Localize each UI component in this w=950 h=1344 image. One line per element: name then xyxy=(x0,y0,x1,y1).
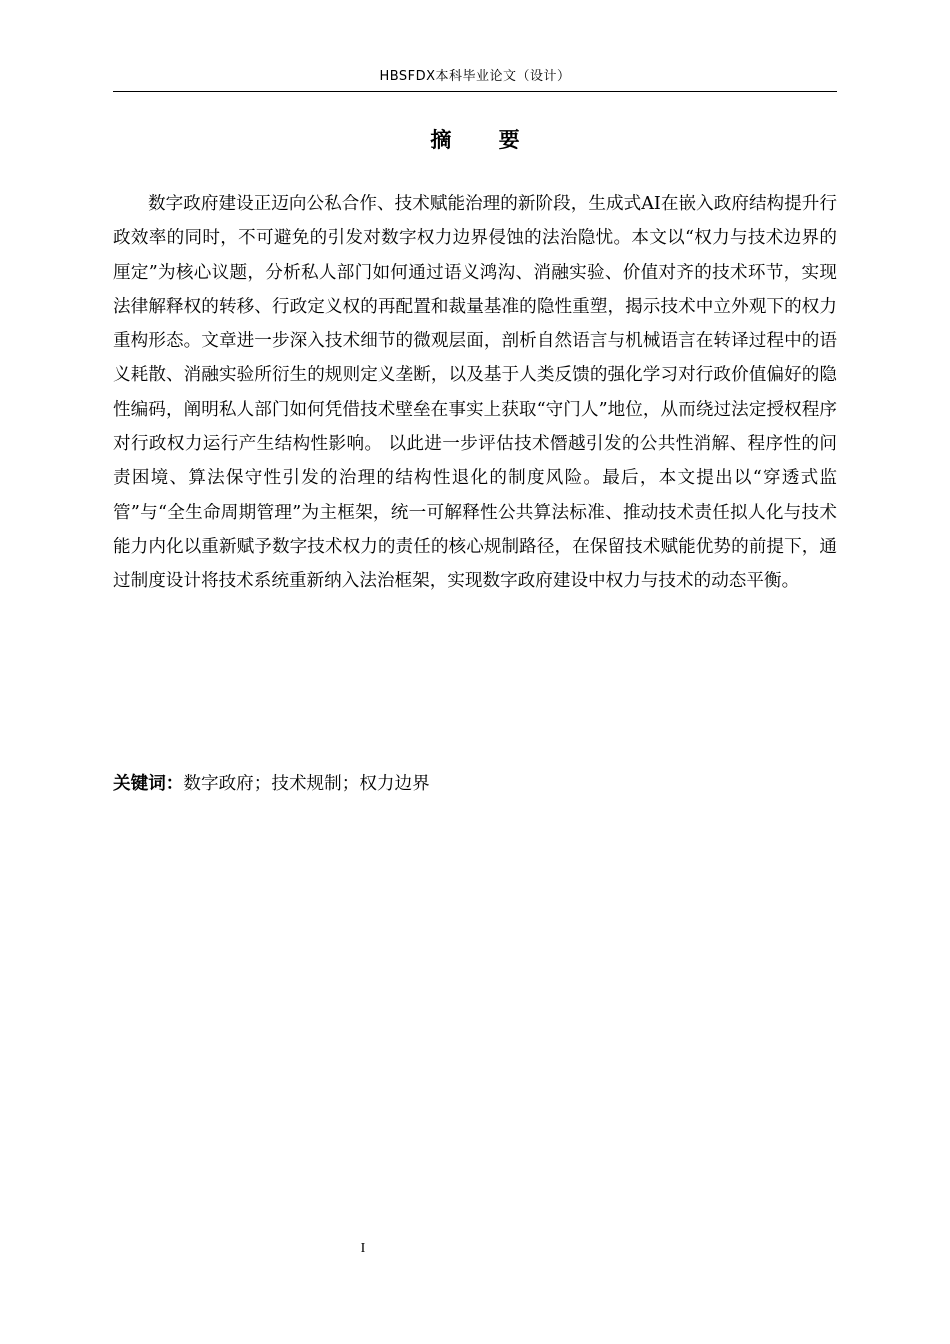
abstract-body: 数字政府建设正迈向公私合作、技术赋能治理的新阶段，生成式AI在嵌入政府结构提升行政效率的同时，不可避免的引发对数字权力边界侵蚀的法治隐忧。本文以“权力与技术边界的厘定”为核心议题，分析私人部门如何通过语义鸿沟、消融实验、价值对齐的技术环节，实现法律解释权的转移、行政定义权的再配置和裁量基准的隐性重塑，揭示技术中立外观下的权力重构形态。文章进一步深入技术细节的微观层面，剖析自然语言与机械语言在转译过程中的语义耗散、消融实验所衍生的规则定义垄断，以及基于人类反馈的强化学习对行政价值偏好的隐性编码，阐明私人部门如何凭借技术壁垒在事实上获取“守门人”地位，从而绕过法定授权程序对行政权力运行产生结构性影响。 以此进一步评估技术僭越引发的公共性消解、程序性的问责困境、算法保守性引发的治理的结构性退化的制度风险。最后，本文提出以“穿透式监管”与“全生命周期管理”为主框架，统一可解释性公共算法标准、推动技术责任拟人化与技术能力内化以重新赋予数字技术权力的责任的核心规制路径，在保留技术赋能优势的前提下，通过制度设计将技术系统重新纳入法治框架，实现数字政府建设中权力与技术的动态平衡。 xyxy=(113,194,837,592)
page-number: I xyxy=(360,1241,366,1256)
keywords-value: 数字政府；技术规制；权力边界 xyxy=(183,774,430,794)
keywords-label: 关键词： xyxy=(113,774,184,794)
header-divider xyxy=(113,91,837,92)
running-header: HBSFDX本科毕业论文（设计） xyxy=(379,69,571,84)
abstract-title: 摘 要 xyxy=(430,128,540,152)
keywords-line xyxy=(113,767,837,801)
